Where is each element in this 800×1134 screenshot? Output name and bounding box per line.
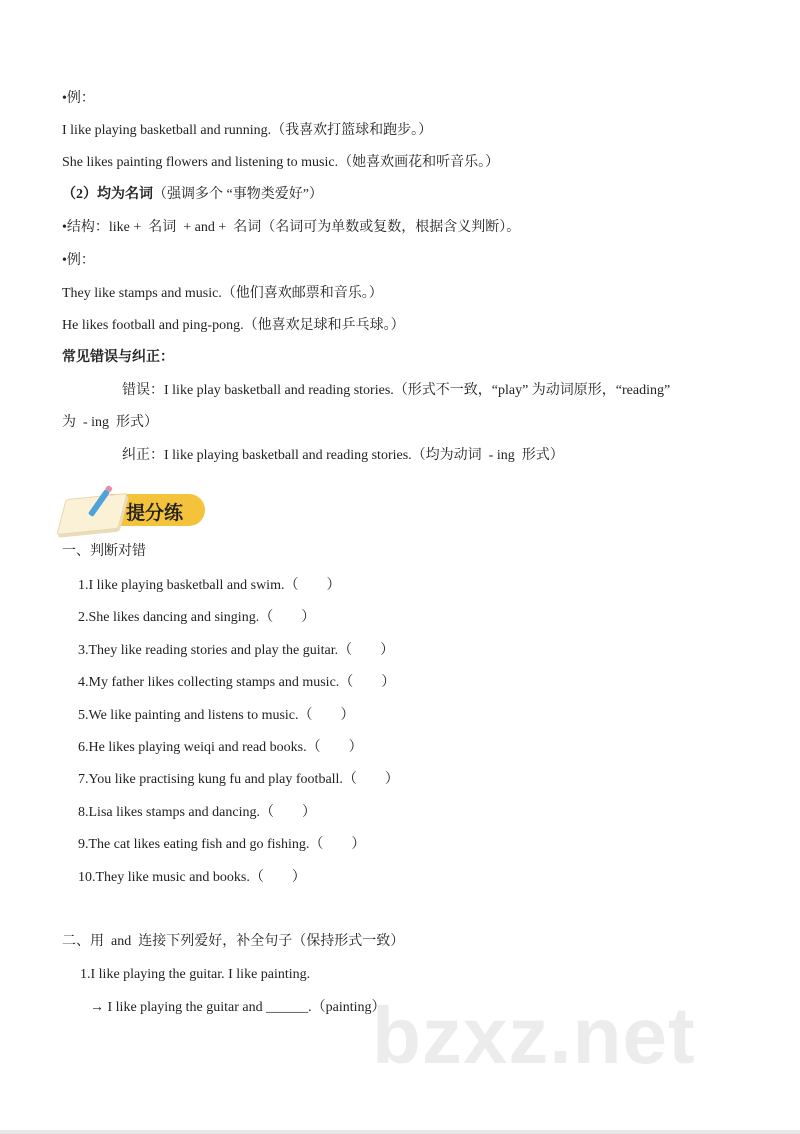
example-sentence: He likes football and ping-pong.（他喜欢足球和乒乓球。） [62, 318, 405, 333]
subheading-bold: （2）均为名词 [62, 187, 153, 202]
question-item: 5.We like painting and listens to music.（ ） [78, 707, 355, 723]
question-item: 2.She likes dancing and singing.（ ） [78, 610, 316, 626]
part1-title: 一、判断对错 [62, 544, 146, 559]
watermark: bzxz.net [372, 991, 696, 1080]
subheading-nouns [62, 186, 323, 204]
example-label: •例： [62, 253, 95, 268]
question-item: 1.I like playing basketball and swim.（ ） [78, 578, 341, 593]
question-item: 9.The cat likes eating fish and go fishing.（ ） [78, 837, 366, 853]
question-item: 6.He likes playing weiqi and read books.（ ） [78, 740, 363, 755]
question: 1.I like playing the guitar. I like painting. [80, 967, 311, 982]
answer-line: → I like playing the guitar and ______.（painting） [90, 1000, 386, 1015]
example-label: •例： [62, 91, 95, 106]
error-line: 错误：I like play basketball and reading stories.（形式不一致，“play” 为动词原形，“reading” [122, 383, 671, 398]
question-item: 10.They like music and books.（ ） [78, 869, 306, 885]
page-edge [0, 1130, 800, 1134]
example-sentence: They like stamps and music.（他们喜欢邮票和音乐。） [62, 286, 383, 301]
errors-heading: 常见错误与纠正： [62, 350, 174, 365]
question-item: 4.My father likes collecting stamps and music.（ ） [78, 675, 396, 691]
badge-label: 提分练 [126, 502, 184, 524]
part2-title: 二、用 and 连接下列爱好，补全句子（保持形式一致） [62, 934, 405, 949]
error-line-cont: 为 - ing 形式） [62, 415, 159, 430]
question-item: 8.Lisa likes stamps and dancing.（ ） [78, 804, 316, 820]
example-sentence: She likes painting flowers and listening to music.（她喜欢画花和听音乐。） [62, 155, 500, 170]
practice-badge [60, 484, 210, 534]
question-item: 7.You like practising kung fu and play football.（ ） [78, 772, 399, 788]
correction-line: 纠正：I like playing basketball and reading stories.（均为动词 - ing 形式） [122, 448, 564, 463]
question-item: 3.They like reading stories and play the guitar.（ ） [78, 642, 395, 658]
structure-line: •结构：like + 名词 + and + 名词（名词可为单数或复数，根据含义判断）。 [62, 220, 521, 235]
subheading-note: （强调多个 “事物类爱好”） [153, 187, 323, 202]
example-sentence: I like playing basketball and running.（我喜欢打篮球和跑步。） [62, 123, 433, 138]
